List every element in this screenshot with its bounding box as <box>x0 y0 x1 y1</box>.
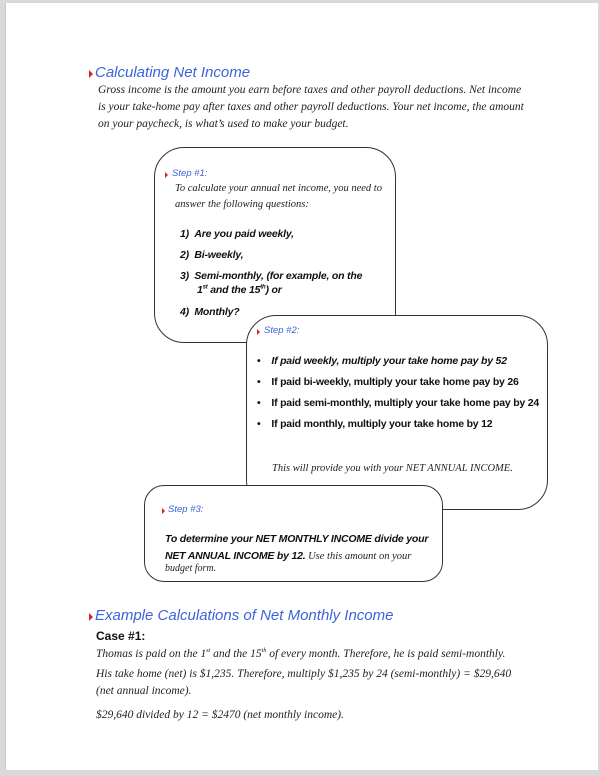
paragraph-line: Gross income is the amount you earn before taxes and other payroll deductions. Net income <box>98 84 522 96</box>
bullet-item: • If paid semi-monthly, multiply your take home pay by 24 <box>257 397 540 409</box>
question-3-line2 <box>197 284 282 296</box>
step2-box <box>246 315 548 510</box>
intro-paragraph <box>98 82 524 133</box>
question-2 <box>180 249 243 261</box>
intro-line: answer the following questions: <box>175 199 309 210</box>
text: and the 15 <box>207 284 261 296</box>
bullet-item: • If paid bi-weekly, multiply your take home pay by 26 <box>257 376 519 388</box>
bullet-text: If paid weekly, multiply your take home pay by 52 <box>271 355 507 367</box>
question-3 <box>180 270 362 282</box>
question-text: Are you paid weekly, <box>194 228 294 240</box>
question-4 <box>180 306 239 318</box>
text: of every month. Therefore, he is paid semi-monthly. <box>266 647 506 660</box>
case-title: Case #1: <box>96 629 146 643</box>
bullet-item: • If paid weekly, multiply your take home pay by 52 <box>257 355 507 367</box>
question-number: 4) <box>180 306 189 318</box>
section-heading: Example Calculations of Net Monthly Income <box>95 607 394 624</box>
question-text: Bi-weekly, <box>194 249 244 261</box>
step2-note: This will provide you with your NET ANNUAL INCOME. <box>272 463 513 474</box>
question-number: 3) <box>180 270 189 282</box>
bullet-item: • If paid monthly, multiply your take home by 12 <box>257 418 493 430</box>
text: 1 <box>197 284 203 296</box>
question-text: Monthly? <box>194 306 240 318</box>
example-line: (net annual income). <box>96 685 192 697</box>
text: and the 15 <box>210 647 262 660</box>
bullet-arrow-icon <box>89 613 93 621</box>
step1-box <box>154 147 396 343</box>
section-heading: Calculating Net Income <box>95 64 251 81</box>
paragraph-line: on your paycheck, is what’s used to make your budget. <box>98 118 349 130</box>
superscript: th <box>260 284 266 291</box>
document-page <box>5 3 598 770</box>
superscript: st <box>202 284 208 291</box>
step-label: Step #1: <box>172 168 208 179</box>
intro-line: To calculate your annual net income, you need to <box>175 183 382 194</box>
example-line: $29,640 divided by 12 = $2470 (net monthly income). <box>96 709 344 721</box>
superscript: st <box>206 648 211 654</box>
bullet-text: If paid semi-monthly, multiply your take home pay by 24 <box>271 397 540 409</box>
bullet-arrow-icon <box>89 70 93 78</box>
paragraph-line: is your take-home pay after taxes and other payroll deductions. Your net income, the amount <box>98 101 524 113</box>
example-line: His take home (net) is $1,235. Therefore, multiply $1,235 by 24 (semi-monthly) = $29,640 <box>96 668 512 680</box>
bullet-text: If paid bi-weekly, multiply your take home pay by 26 <box>271 376 519 388</box>
step-label: Step #2: <box>264 325 300 336</box>
text: ) or <box>265 284 282 296</box>
step3-line1: To determine your NET MONTHLY INCOME divide your <box>165 533 429 545</box>
bullet-arrow-icon <box>257 329 260 335</box>
question-number: 2) <box>180 249 189 261</box>
bullet-text: If paid monthly, multiply your take home by 12 <box>271 418 493 430</box>
bullet-arrow-icon <box>165 172 168 178</box>
question-text: Semi-monthly, (for example, on the <box>194 270 363 282</box>
step3-line3: budget form. <box>165 563 217 574</box>
bold-text: NET ANNUAL INCOME by 12. <box>165 550 306 562</box>
superscript: th <box>261 648 267 654</box>
text: Use this amount on your <box>305 551 412 562</box>
question-number: 1) <box>180 228 189 240</box>
step3-box <box>144 485 443 582</box>
question-1 <box>180 228 294 240</box>
text: Thomas is paid on the 1 <box>96 647 207 660</box>
step1-intro <box>175 181 382 213</box>
example-line <box>96 643 505 663</box>
bullet-arrow-icon <box>162 508 165 514</box>
step-label: Step #3: <box>168 504 204 515</box>
